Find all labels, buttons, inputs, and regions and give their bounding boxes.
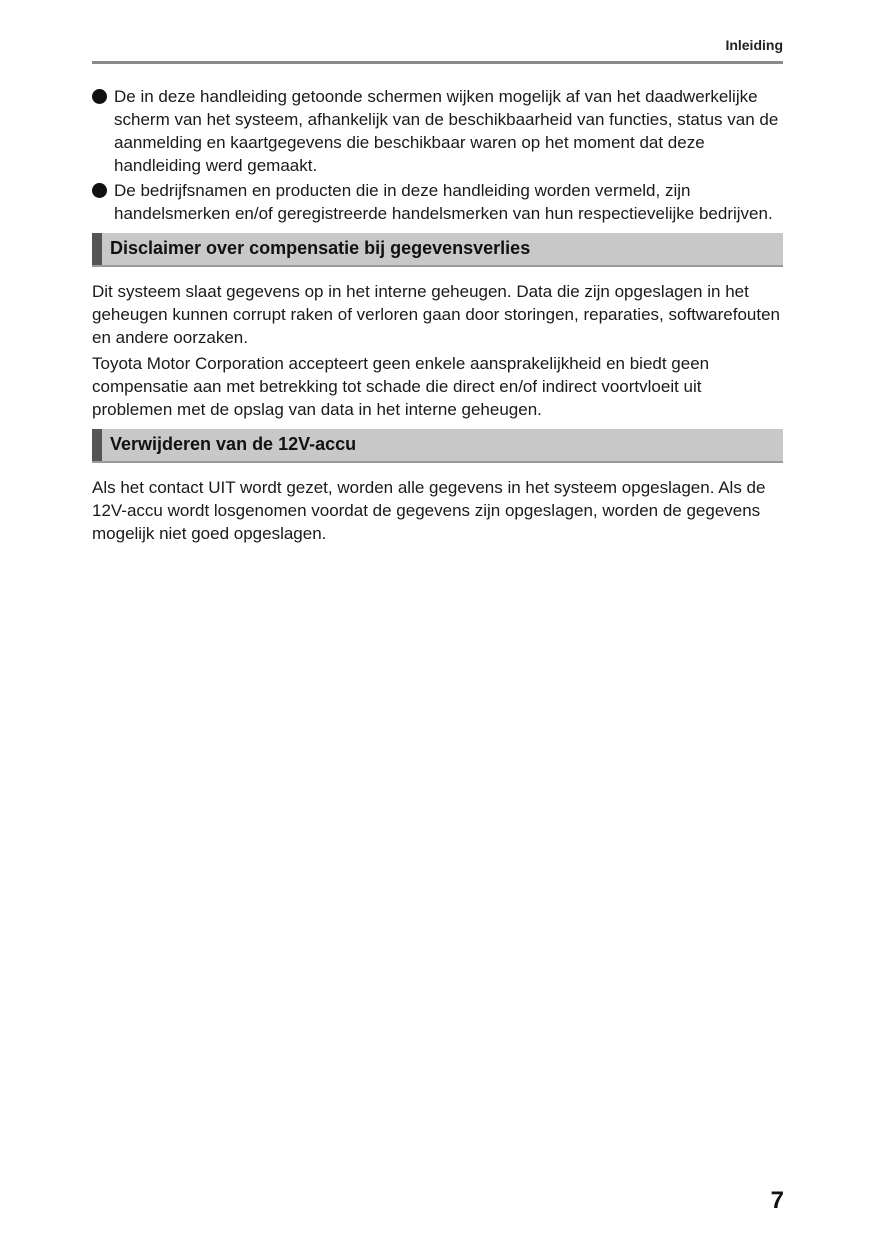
bullet-dot-icon <box>92 89 107 104</box>
section-heading-disclaimer <box>92 233 783 267</box>
section-heading-battery <box>92 429 783 463</box>
header-divider <box>92 61 783 64</box>
paragraph: Dit systeem slaat gegevens op in het interne geheugen. Data die zijn opgeslagen in het geheugen kunnen corrupt raken of verloren gaan door storingen, reparaties, softwarefouten en andere oorzaken. <box>92 282 781 347</box>
page-content <box>92 85 783 548</box>
section-body-battery <box>92 476 783 545</box>
bullet-list <box>92 85 783 225</box>
bullet-text: De in deze handleiding getoonde schermen wijken mogelijk af van het daadwerkelijke scherm van het systeem, afhankelijk van de beschikbaarheid van functies, status van de aanmelding en kaartgegevens die beschikbaar waren op het moment dat deze handleiding werd gemaakt. <box>114 87 779 175</box>
paragraph: Toyota Motor Corporation accepteert geen enkele aansprakelijkheid en biedt geen compensatie aan met betrekking tot schade die direct en/of indirect voortvloeit uit problemen met de opslag van data in het interne geheugen. <box>92 354 710 419</box>
section-title: Verwijderen van de 12V-accu <box>110 434 357 454</box>
section-label: Inleiding <box>725 37 783 53</box>
bullet-dot-icon <box>92 183 107 198</box>
section-body-disclaimer <box>92 280 783 421</box>
heading-accent-bar <box>92 233 102 265</box>
page-number: 7 <box>770 1187 784 1214</box>
heading-accent-bar <box>92 429 102 461</box>
bullet-item <box>92 85 783 177</box>
paragraph: Als het contact UIT wordt gezet, worden alle gegevens in het systeem opgeslagen. Als de 12V-accu wordt losgenomen voordat de gegevens zijn opgeslagen, worden de gegevens mogelijk niet goed opgeslagen. <box>92 478 766 543</box>
bullet-item <box>92 179 783 225</box>
section-title: Disclaimer over compensatie bij gegevensverlies <box>110 238 531 258</box>
bullet-text: De bedrijfsnamen en producten die in deze handleiding worden vermeld, zijn handelsmerken en/of geregistreerde handelsmerken van hun respectievelijke bedrijven. <box>114 181 773 223</box>
